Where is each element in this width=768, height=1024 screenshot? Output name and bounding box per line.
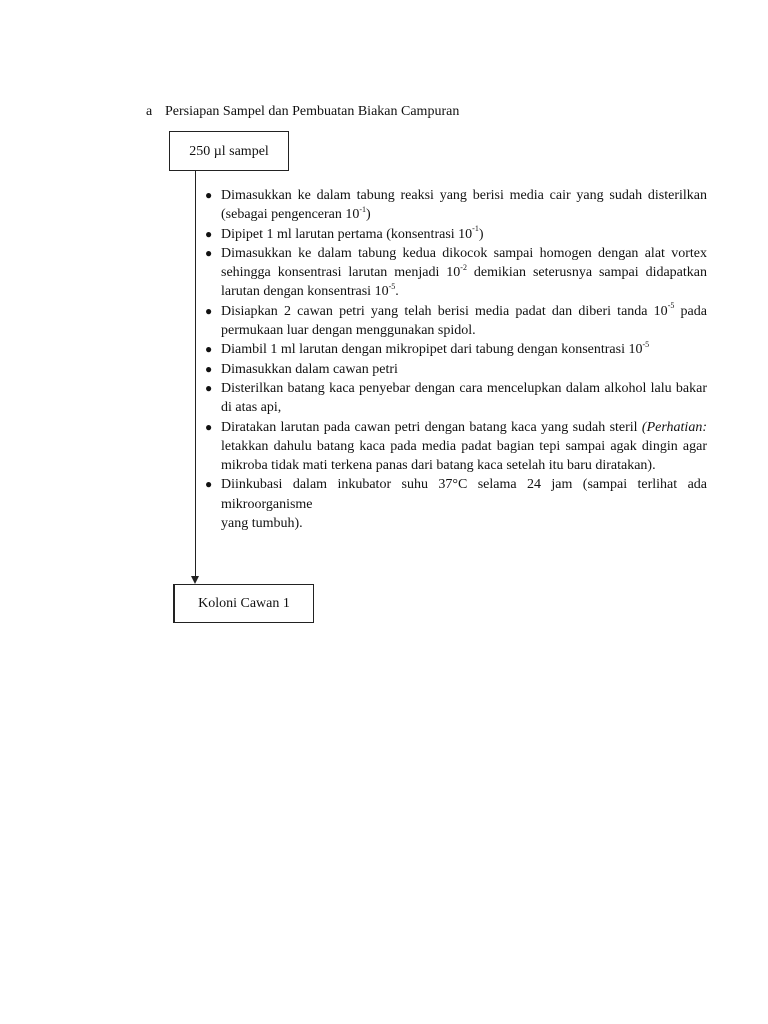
section-marker: a [146, 104, 153, 119]
step-text: Diinkubasi dalam inkubator suhu 37°C selama 24 jam (sampai terlihat ada mikroorganisme yang tumbuh). [221, 477, 707, 532]
bullet-icon: ● [205, 342, 213, 357]
step-item [204, 475, 707, 533]
bullet-icon: ● [205, 380, 213, 395]
bullet-icon: ● [205, 477, 213, 492]
bullet-icon: ● [205, 419, 213, 434]
end-box [174, 584, 314, 623]
start-box [169, 131, 289, 171]
step-text: Dimasukkan ke dalam tabung kedua dikocok sampai homogen dengan alat vortex sehingga konsentrasi larutan menjadi $10^{-2}$ demikian seterusnya sampai didapatkan larutan dengan konsentrasi $10^{-5}$. [221, 245, 707, 300]
step-item [204, 186, 707, 225]
step-item [204, 340, 707, 359]
step-item [204, 244, 707, 302]
step-text: Diratakan larutan pada cawan petri dengan batang kaca yang sudah steril (Perhatian: letakkan dahulu batang kaca pada media padat bagian tepi sampai agak dingin agar mikroba tidak mati terkena panas dari batang kaca setelah itu baru diratakan). [221, 419, 707, 474]
step-text: Diambil 1 ml larutan dengan mikropipet dari tabung dengan konsentrasi $10^{-5}$ [221, 339, 650, 358]
step-text: Dipipet 1 ml larutan pertama (konsentrasi $10^{-1}$) [221, 223, 484, 242]
step-item [204, 379, 707, 418]
step-text: Disiapkan 2 cawan petri yang telah berisi media padat dan diberi tanda $10^{-5}$ pada permukaan luar dengan menggunakan spidol. [221, 301, 707, 339]
flow-connector-line [195, 171, 196, 577]
bullet-icon: ● [205, 303, 213, 318]
arrow-down-icon [191, 576, 199, 584]
bullet-icon: ● [205, 361, 213, 376]
step-item [204, 418, 707, 476]
section-heading [146, 102, 459, 121]
bullet-icon: ● [205, 226, 213, 241]
step-item [204, 225, 707, 244]
step-text: Dimasukkan dalam cawan petri [221, 361, 398, 377]
step-text: Disterilkan batang kaca penyebar dengan cara mencelupkan dalam alkohol lalu bakar di atas api, [221, 380, 707, 416]
step-item [204, 360, 707, 379]
procedure-step-list [204, 186, 707, 533]
start-box-label: 250 µl sampel [189, 144, 269, 159]
end-box-label: Koloni Cawan 1 [198, 596, 290, 611]
step-item [204, 302, 707, 341]
bullet-icon: ● [205, 188, 213, 202]
bullet-icon: ● [205, 245, 213, 260]
section-title: Persiapan Sampel dan Pembuatan Biakan Campuran [165, 104, 460, 119]
step-text: Dimasukkan ke dalam tabung reaksi yang berisi media cair yang sudah disterilkan (sebagai pengenceran $10^{-1}$) [221, 188, 707, 223]
